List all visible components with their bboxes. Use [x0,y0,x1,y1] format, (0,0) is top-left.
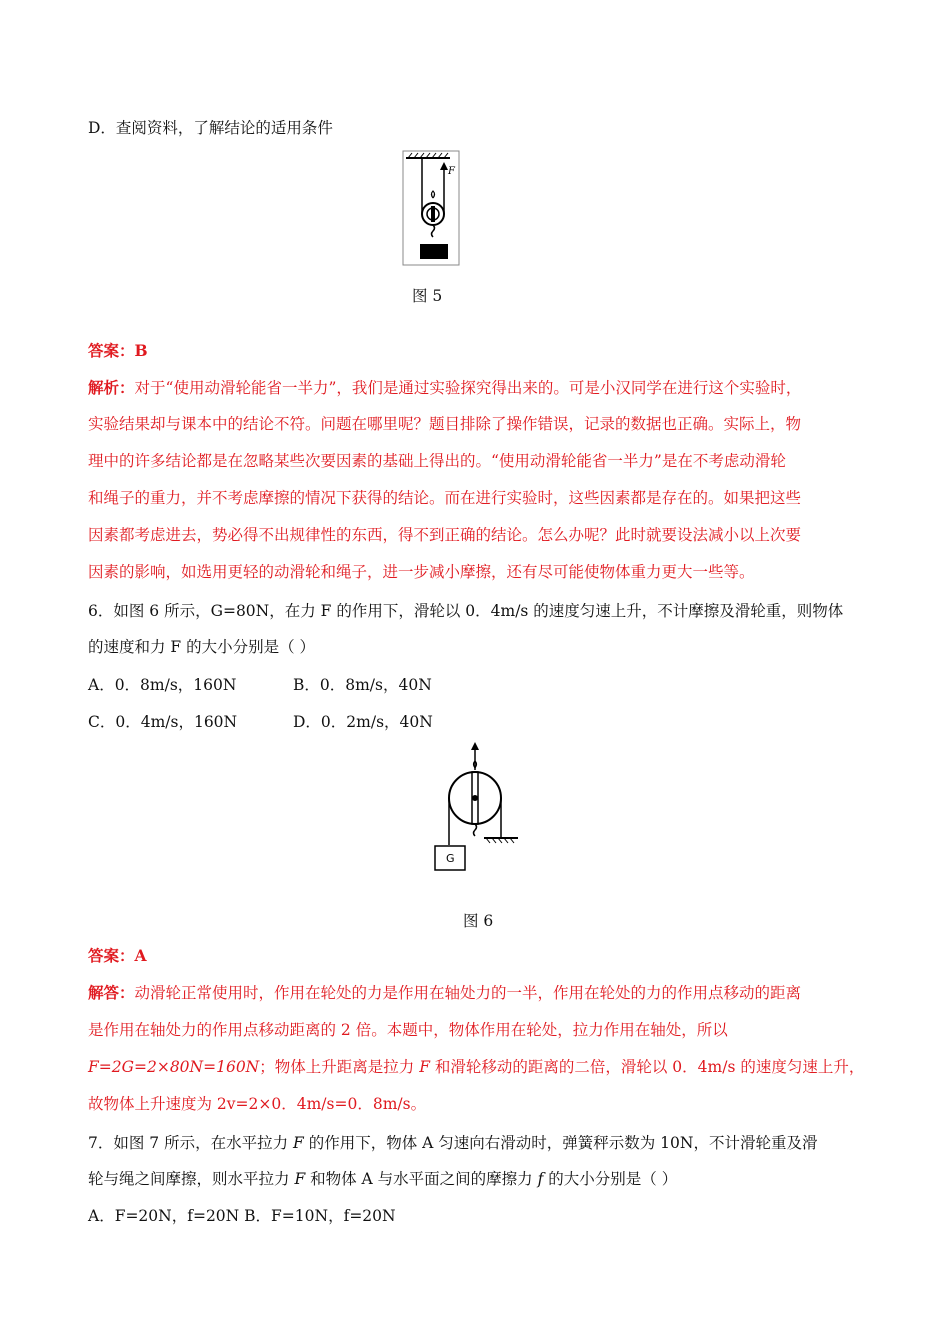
q6-options-row-1 [88,675,432,695]
q5-analysis-line-6: 因素的影响，如选用更轻的动滑轮和绳子，进一步减小摩擦，还有尽可能使物体重力更大一些等。 [88,563,755,581]
q6-answer [88,946,147,966]
solution-formula: F=2G=2×80N=160N [88,1058,260,1076]
q5-analysis-line-1: 解析：对于“使用动滑轮能省一半力”，我们是通过实验探究得出来的。可是小汉同学在进行这个实验时， [88,378,802,397]
q6-option-b: B．0．8m/s，40N [293,676,432,694]
figure-6-caption: 图 6 [463,912,494,930]
figure-5-force-label: F [448,166,455,177]
figure-6-weight-label: G [446,852,455,865]
q6-solution-line-3: F=2G=2×80N=160N；物体上升距离是拉力 F 和滑轮移动的距离的二倍，滑轮以 0．4m/s 的速度匀速上升， [88,1058,865,1076]
q7-options: A．F=20N，f=20N B．F=10N，f=20N [88,1207,396,1225]
q5-answer [88,341,148,361]
q5-analysis-line-5: 因素都考虑进去，势必得不出规律性的东西，得不到正确的结论。怎么办呢？此时就要设法减小以上次要 [88,526,802,544]
q6-solution-line-1: 解答：动滑轮正常使用时，作用在轮处的力是作用在轴处力的一半，作用在轮处的力的作用点移动的距离 [88,983,802,1002]
q6-solution-line-4: 故物体上升速度为 2v=2×0．4m/s=0．8m/s。 [88,1095,427,1113]
q6-option-d: D．0．2m/s，40N [293,713,433,731]
q5-analysis-line-2: 实验结果却与课本中的结论不符。问题在哪里呢？题目排除了操作错误，记录的数据也正确。实际上，物 [88,415,802,433]
q5-analysis-line-4: 和绳子的重力，并不考虑摩擦的情况下获得的结论。而在进行实验时，这些因素都是存在的。如果把这些 [88,489,802,507]
q7-stem-line-2: 轮与绳之间摩擦，则水平拉力 F 和物体 A 与水平面之间的摩擦力 f 的大小分别是（ ） [88,1170,678,1188]
figure-5-pulley-diagram [400,148,462,268]
q6-solution-line-2: 是作用在轴处力的作用点移动距离的 2 倍。本题中，物体作用在轮处，拉力作用在轴处，所以 [88,1021,728,1039]
answer-label: 答案： [88,341,135,360]
q6-option-a: A．0．8m/s，160N [88,676,237,694]
figure-6-pulley-diagram [432,740,528,874]
q5-option-d: D．查阅资料，了解结论的适用条件 [88,119,333,137]
q6-option-c: C．0．4m/s，160N [88,713,238,731]
answer-label: 答案： [88,946,135,965]
q6-stem-line-1: 6．如图 6 所示，G=80N，在力 F 的作用下，滑轮以 0．4m/s 的速度匀速上升，不计摩擦及滑轮重，则物体 [88,602,844,620]
figure-5-caption: 图 5 [412,287,443,305]
answer-value: A [134,946,147,965]
answer-value: B [134,341,148,360]
q6-stem-line-2: 的速度和力 F 的大小分别是（ ） [88,638,316,656]
analysis-label: 解析： [88,378,135,397]
solution-label: 解答： [88,983,135,1002]
q7-stem-line-1: 7．如图 7 所示，在水平拉力 F 的作用下，物体 A 匀速向右滑动时，弹簧秤示数为 10N，不计滑轮重及滑 [88,1134,818,1152]
q5-analysis-line-3: 理中的许多结论都是在忽略某些次要因素的基础上得出的。“使用动滑轮能省一半力”是在不考虑动滑轮 [88,452,786,470]
q6-options-row-2 [88,712,433,732]
